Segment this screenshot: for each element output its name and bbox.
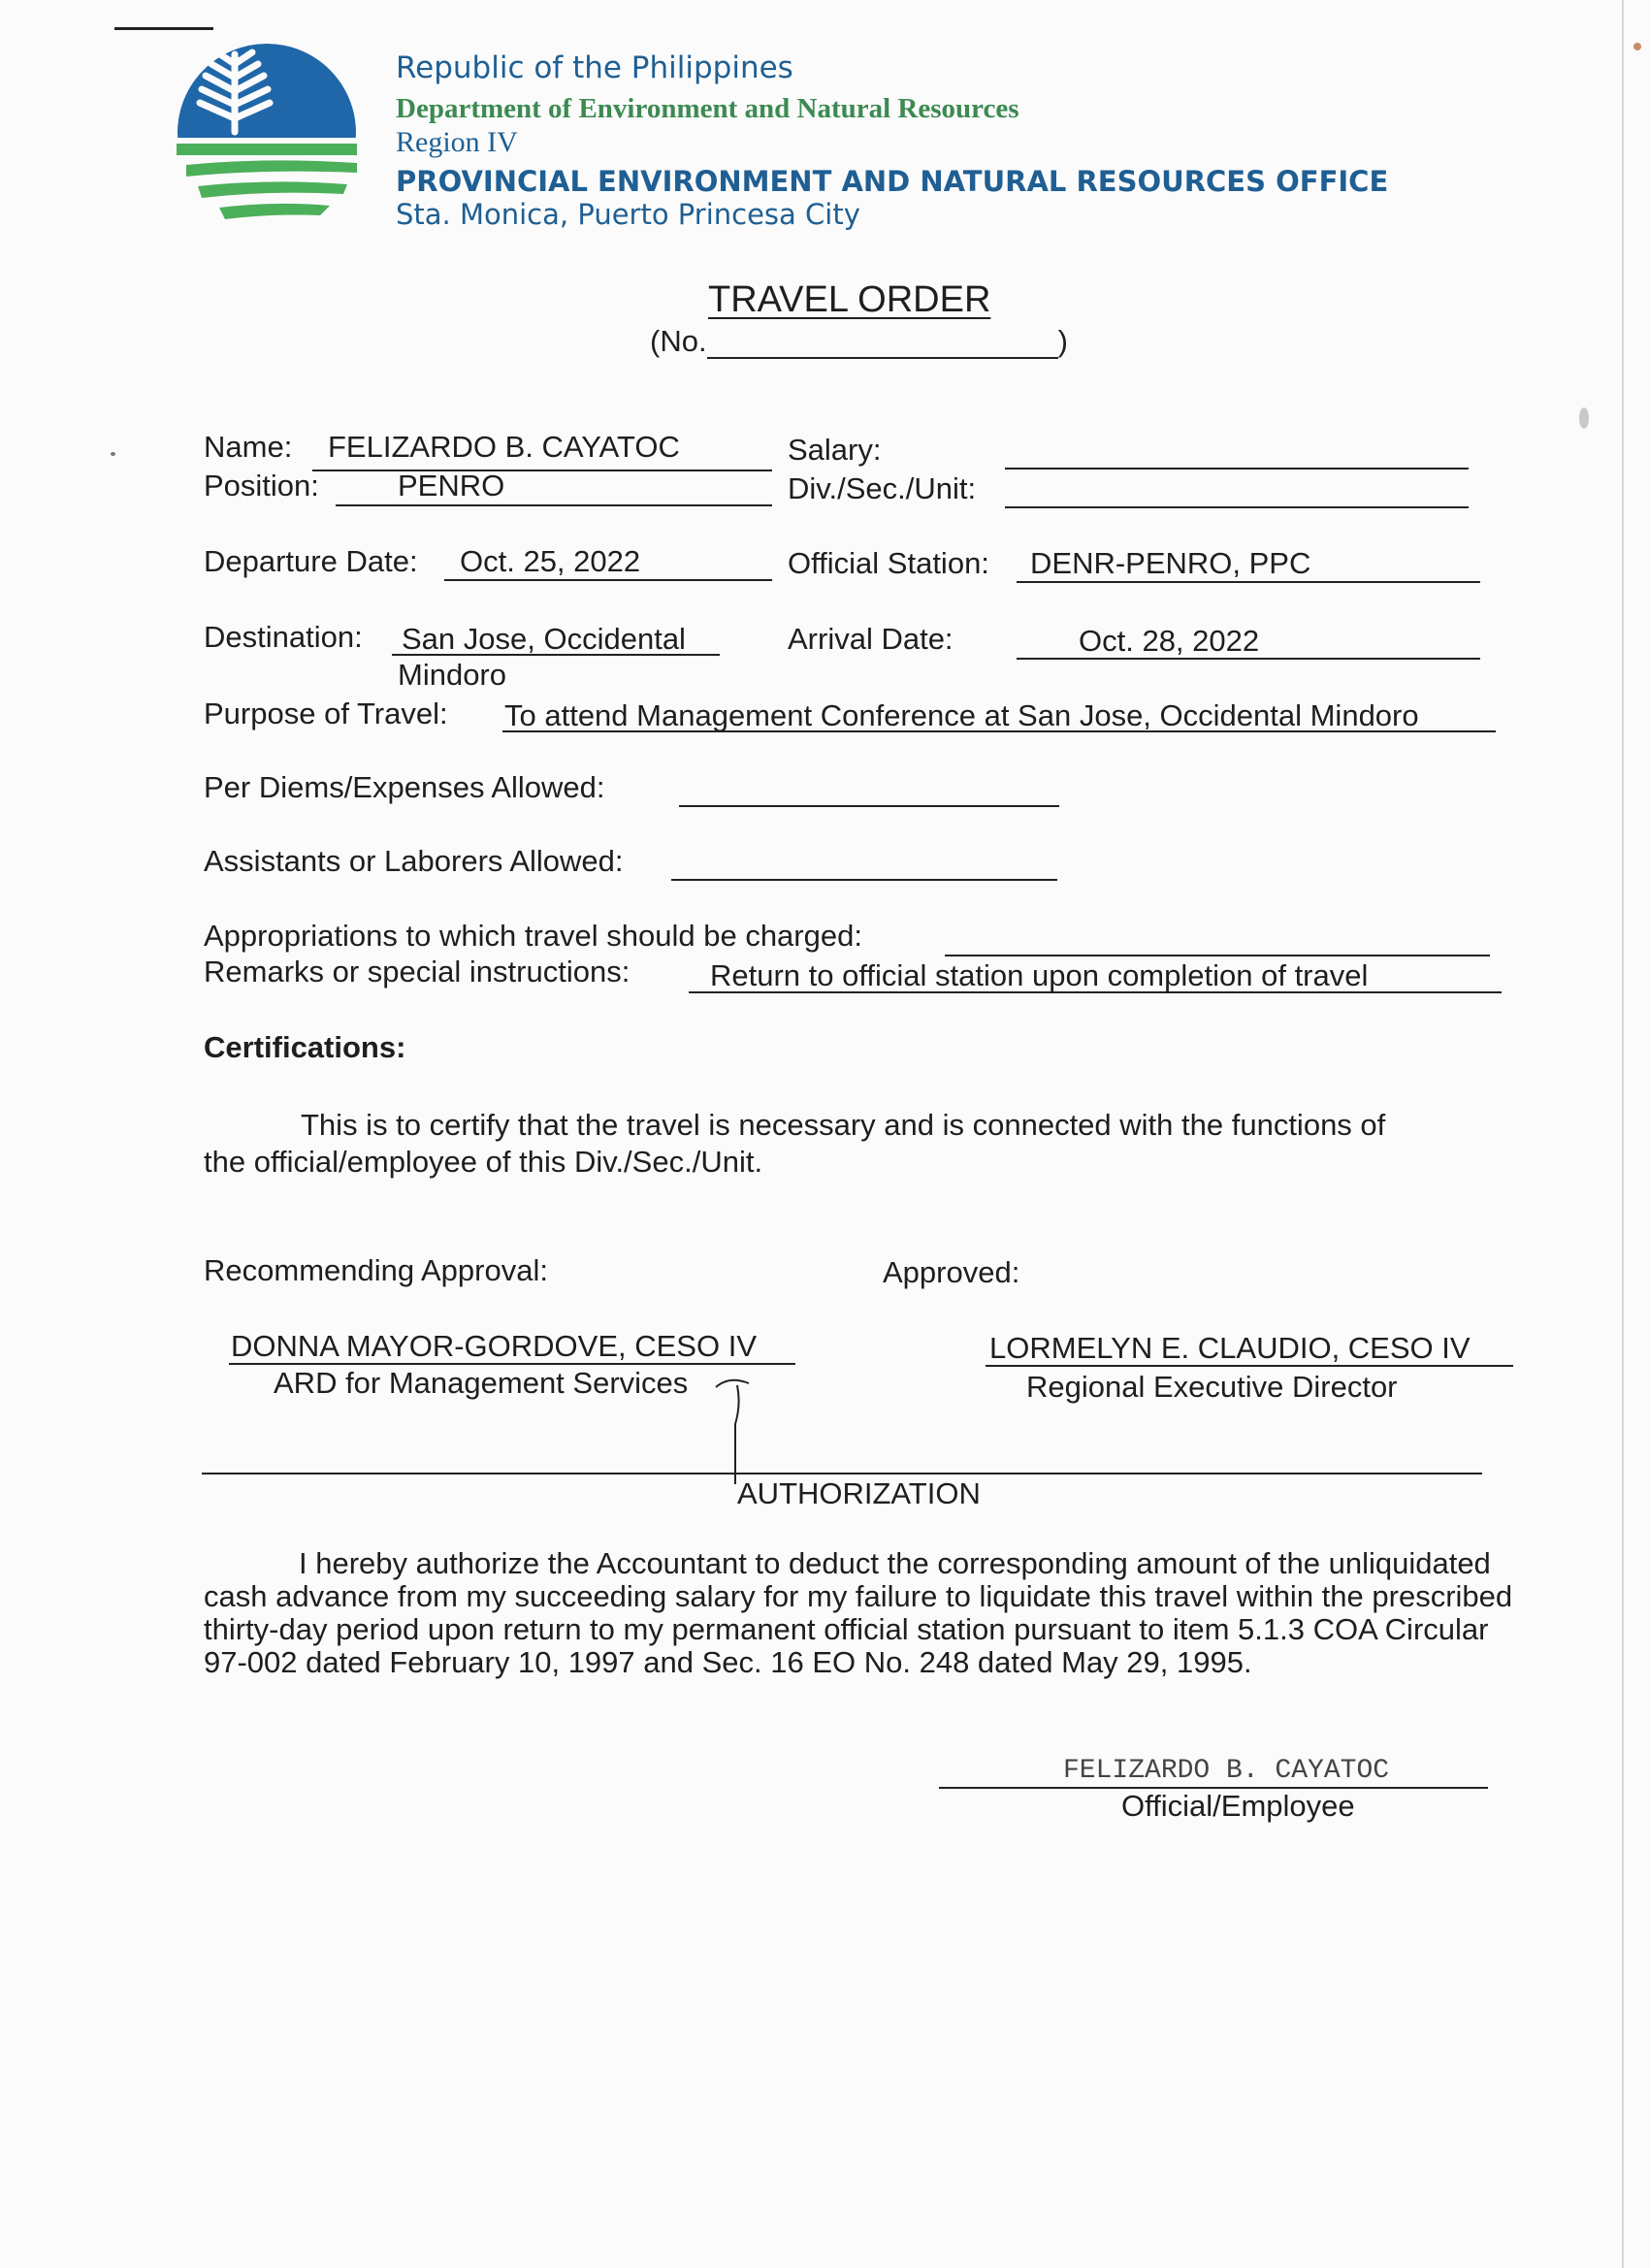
approved-label: Approved: xyxy=(883,1255,1020,1289)
station-line xyxy=(1017,581,1480,583)
remarks-label: Remarks or special instructions: xyxy=(204,955,630,988)
scan-speck xyxy=(1633,43,1641,50)
authorization-line-4: 97-002 dated February 10, 1997 and Sec. 16 EO No. 248 dated May 29, 1995. xyxy=(204,1645,1252,1679)
authorization-line-3: thirty-day period upon return to my permanent official station pursuant to item 5.1.3 COA Circular xyxy=(204,1612,1489,1646)
purpose-line xyxy=(502,730,1496,732)
authorization-line-2: cash advance from my succeeding salary for my failure to liquidate this travel within the prescribed xyxy=(204,1579,1513,1613)
departure-value: Oct. 25, 2022 xyxy=(460,544,641,578)
remarks-line xyxy=(689,991,1502,993)
certification-line-2: the official/employee of this Div./Sec./Unit. xyxy=(204,1145,763,1179)
arrival-label: Arrival Date: xyxy=(788,622,954,656)
destination-label: Destination: xyxy=(204,620,363,654)
name-value: FELIZARDO B. CAYATOC xyxy=(328,430,680,464)
scan-edge-shadow xyxy=(1622,0,1624,2268)
assistants-field[interactable] xyxy=(671,879,1057,881)
arrival-value: Oct. 28, 2022 xyxy=(1079,624,1260,658)
order-number-label: (No. xyxy=(650,324,707,358)
authorization-divider xyxy=(202,1473,1482,1474)
remarks-value: Return to official station upon completion of travel xyxy=(710,958,1369,992)
station-label: Official Station: xyxy=(788,546,989,580)
order-number-close: ) xyxy=(1057,324,1068,358)
assistants-label: Assistants or Laborers Allowed: xyxy=(204,844,624,878)
departure-label: Departure Date: xyxy=(204,544,418,578)
authorization-heading: AUTHORIZATION xyxy=(737,1476,981,1510)
arrival-line xyxy=(1017,658,1480,660)
scan-speck xyxy=(111,452,115,456)
certifications-heading: Certifications: xyxy=(204,1030,406,1064)
employee-name: FELIZARDO B. CAYATOC xyxy=(1063,1756,1390,1786)
scan-speck xyxy=(1579,407,1589,429)
position-value: PENRO xyxy=(398,469,505,502)
authorization-line-1: I hereby authorize the Accountant to deduct the corresponding amount of the unliquidated xyxy=(299,1546,1491,1580)
header-republic: Republic of the Philippines xyxy=(396,50,793,85)
name-label: Name: xyxy=(204,430,293,464)
denr-logo-icon xyxy=(177,43,357,233)
recommender-title: ARD for Management Services xyxy=(274,1366,689,1400)
purpose-label: Purpose of Travel: xyxy=(204,697,448,730)
header-address: Sta. Monica, Puerto Princesa City xyxy=(396,198,860,231)
station-value: DENR-PENRO, PPC xyxy=(1030,546,1311,580)
header-office: PROVINCIAL ENVIRONMENT AND NATURAL RESOURCES OFFICE xyxy=(396,165,1389,198)
departure-line xyxy=(444,579,772,581)
scan-mark xyxy=(114,27,213,30)
salary-label: Salary: xyxy=(788,433,882,467)
recommender-name: DONNA MAYOR-GORDOVE, CESO IV xyxy=(231,1329,758,1363)
perdiem-label: Per Diems/Expenses Allowed: xyxy=(204,770,605,804)
destination-value-2: Mindoro xyxy=(398,658,506,692)
position-line xyxy=(336,504,772,506)
purpose-value: To attend Management Conference at San Jose, Occidental Mindoro xyxy=(504,698,1419,732)
employee-caption: Official/Employee xyxy=(1121,1789,1355,1823)
order-number-field[interactable] xyxy=(707,332,1058,359)
cut-mark-icon xyxy=(708,1376,766,1492)
destination-line xyxy=(392,654,720,656)
recommending-label: Recommending Approval: xyxy=(204,1253,548,1287)
order-number xyxy=(650,324,1068,359)
certification-line-1: This is to certify that the travel is necessary and is connected with the functions of xyxy=(301,1108,1386,1142)
appropriations-field[interactable] xyxy=(945,955,1490,956)
destination-value-1: San Jose, Occidental xyxy=(402,622,686,656)
appropriations-label: Appropriations to which travel should be charged: xyxy=(204,919,862,953)
document-title: TRAVEL ORDER xyxy=(708,279,991,320)
recommender-line xyxy=(229,1363,795,1365)
salary-field[interactable] xyxy=(1005,468,1469,470)
approver-line xyxy=(986,1365,1513,1367)
name-line xyxy=(312,470,772,471)
div-field[interactable] xyxy=(1005,506,1469,508)
approver-name: LORMELYN E. CLAUDIO, CESO IV xyxy=(989,1331,1471,1365)
div-label: Div./Sec./Unit: xyxy=(788,471,977,505)
perdiem-field[interactable] xyxy=(679,805,1059,807)
position-label: Position: xyxy=(204,469,319,502)
approver-title: Regional Executive Director xyxy=(1026,1370,1398,1404)
header-department: Department of Environment and Natural Resources xyxy=(396,93,1019,124)
header-region: Region IV xyxy=(396,126,518,158)
